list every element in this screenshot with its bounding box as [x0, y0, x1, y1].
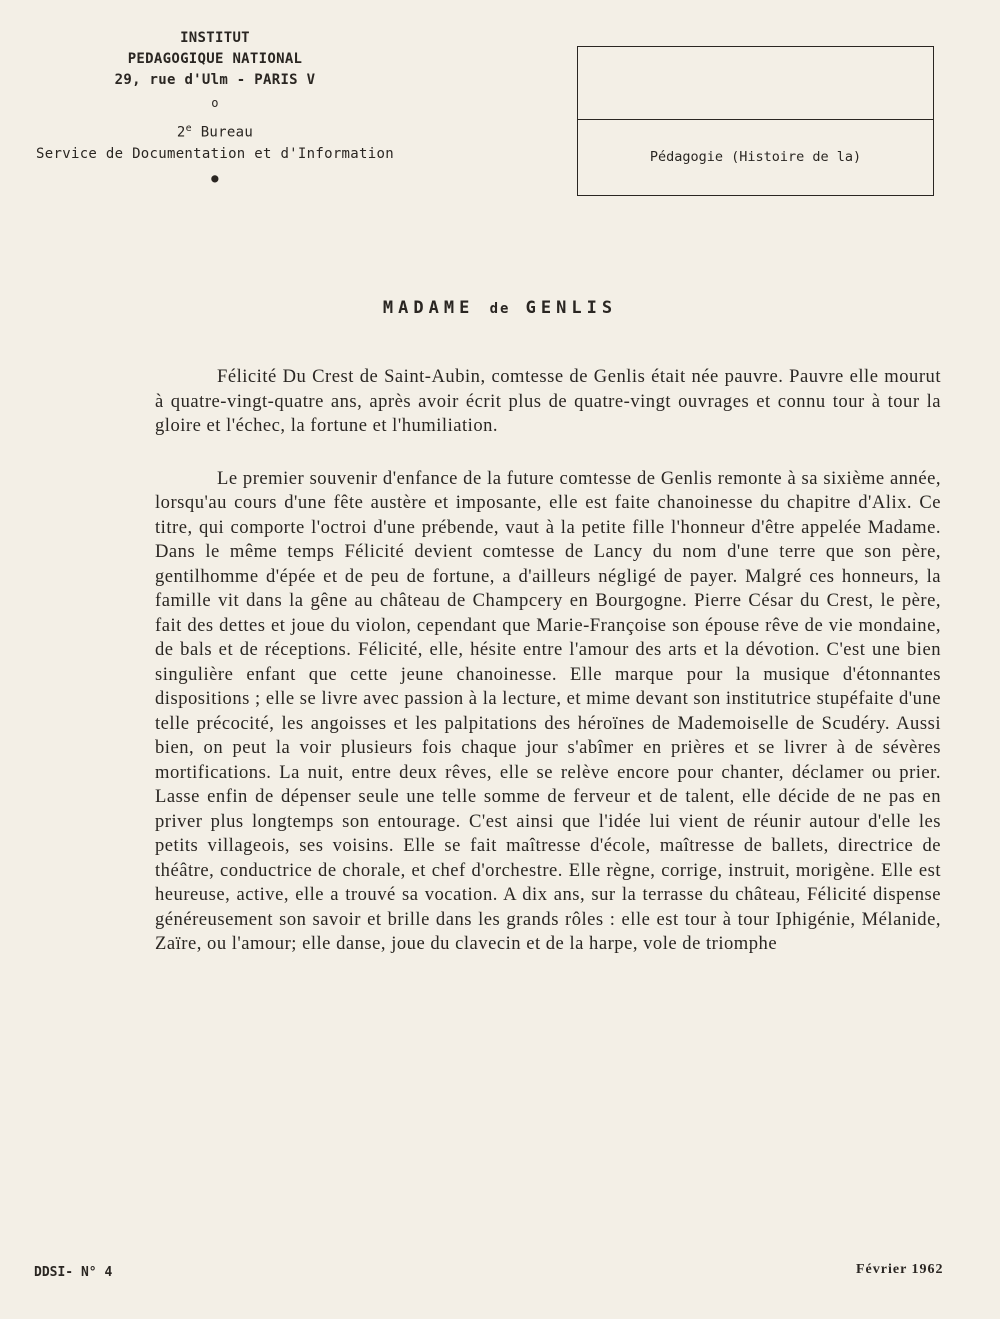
- paragraph-intro: Félicité Du Crest de Saint-Aubin, comtesse de Genlis était née pauvre. Pauvre elle mourut à quatre-vingt-quatre ans, après avoir écrit plus de quatre-vingt ouvrages et connu tour à tour la gloire et l'échec, la fortune et l'humiliation.: [155, 366, 941, 436]
- paragraph-childhood: Le premier souvenir d'enfance de la future comtesse de Genlis remonte à sa sixième année, lorsqu'au cours d'une fête austère et imposante, elle est faite chanoinesse du chapitre d'Alix. Ce titre, qui comporte l'octroi d'une prébende, vaut à la petite fille l'honneur d'être appelée Madame. Dans le même temps Félicité devient comtesse de Lancy du nom d'une terre que son père, gentilhomme d'épée et de peu de fortune, a d'ailleurs négligé de payer. Malgré ces honneurs, la famille vit dans la gêne au château de Champcery en Bourgogne. Pierre César du Crest, le père, fait des dettes et joue du violon, cependant que Marie-Françoise son épouse rêve de vie mondaine, de bals et de réceptions. Félicité, elle, hésite entre l'amour des arts et la dévotion. C'est une bien singulière enfant que cette jeune chanoinesse. Elle marque pour la musique d'étonnantes dispositions ; elle se livre avec passion à la lecture, et mime devant son institutrice stupéfaite d'une telle précocité, les angoisses et les palpitations des héroïnes de Mademoiselle de Scudéry. Aussi bien, on peut la voir plusieurs fois chaque jour s'abîmer en prières et se livrer à de sévères mortifications. La nuit, entre deux rêves, elle se relève encore pour chanter, déclamer ou prier. Lasse enfin de dépenser seule une telle somme de ferveur et de talent, elle décide de ne pas en priver plus longtemps son entourage. C'est ainsi que l'idée lui vient de réunir autour d'elle les petits villageois, ses voisins. Elle se fait maîtresse d'école, maîtresse de ballets, directrice de théâtre, conductrice de chorale, et chef d'orchestre. Elle règne, corrige, instruit, morigène. Elle est heureuse, active, elle a trouvé sa vocation. A dix ans, sur la terrasse du château, Félicité dispense généreusement son savoir et brille dans les grands rôles : elle est tour à tour Iphigénie, Mélanide, Zaïre, ou l'amour; elle danse, joue du clavecin et de la harpe, vole de triomphe: [155, 467, 941, 954]
- document-body: [155, 365, 941, 985]
- classification-box: [577, 46, 934, 196]
- institution-address: 29, rue d'Ulm - PARIS V: [114, 72, 316, 88]
- institution-header: [20, 28, 410, 187]
- separator-mark: o: [211, 96, 219, 110]
- title-madame: MADAME: [382, 298, 475, 318]
- institution-name-line1: INSTITUT: [180, 30, 250, 46]
- bureau-label: Bureau: [200, 124, 254, 141]
- bullet-mark: ●: [211, 170, 219, 185]
- classification-subject: Pédagogie (Histoire de la): [649, 149, 862, 165]
- bureau-number: 2: [176, 124, 186, 141]
- document-title: [0, 298, 1000, 318]
- service-name: Service de Documentation et d'Information: [36, 145, 394, 162]
- document-date: Février 1962: [856, 1262, 944, 1277]
- bureau-superscript: e: [185, 123, 192, 134]
- title-de: de: [489, 301, 511, 317]
- bureau-line: [20, 118, 410, 144]
- institution-name-line2: PEDAGOGIQUE NATIONAL: [127, 51, 303, 67]
- classification-empty-cell: [578, 47, 933, 120]
- title-genlis: GENLIS: [525, 298, 618, 318]
- document-reference: DDSI- N° 4: [34, 1265, 113, 1280]
